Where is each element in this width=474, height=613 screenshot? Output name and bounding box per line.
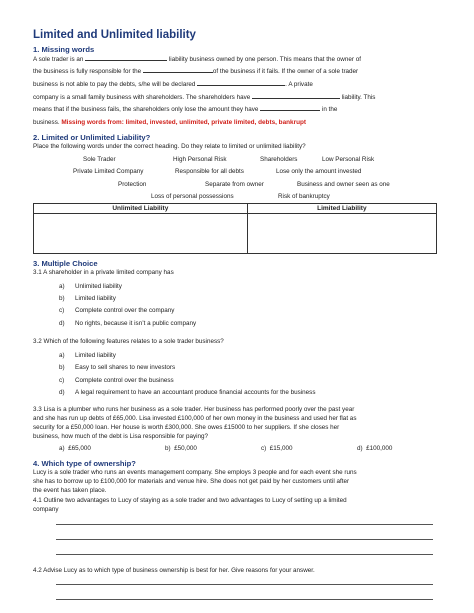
unlimited-drop-cell[interactable] xyxy=(34,214,248,254)
answer-line-4-2[interactable] xyxy=(56,584,433,585)
scenario-line: Lucy is a sole trader who runs an events management company. She employs 3 people and for each event she runs xyxy=(33,469,357,476)
q3-option-a[interactable]: a) £65,000 xyxy=(59,445,91,452)
s1-line-4: company is a small family business with shareholders. The shareholders have liability. This xyxy=(33,94,376,101)
question-3-3-line: 3.3 Lisa is a plumber who runs her business as a sole trader. Her business has performed poorly over the past year xyxy=(33,406,355,413)
limited-drop-cell[interactable] xyxy=(247,214,436,254)
section-2-heading: 2. Limited or Unlimited Liability? xyxy=(33,133,151,142)
q3-option-c[interactable]: c) £15,000 xyxy=(261,445,293,452)
question-4-1-line: 4.1 Outline two advantages to Lucy of staying as a sole trader and two advantages to Lucy of setting up a limited xyxy=(33,497,347,504)
col-limited-liability: Limited Liability xyxy=(247,204,436,214)
blank-4[interactable] xyxy=(252,98,340,99)
section-3-heading: 3. Multiple Choice xyxy=(33,259,98,268)
question-3-3-line: security for a £50,000 loan. Her house is worth £300,000. She owes £15000 to her suppliers. If she closes her xyxy=(33,424,340,431)
missing-words: Missing words from: limited, invested, unlimited, private limited, debts, bankrupt xyxy=(61,119,307,126)
page-title: Limited and Unlimited liability xyxy=(33,29,196,41)
word-high-personal-risk[interactable]: High Personal Risk xyxy=(173,156,227,163)
word-separate-from-owner[interactable]: Separate from owner xyxy=(205,181,264,188)
word-business-owner-seen-as-one[interactable]: Business and owner seen as one xyxy=(297,181,390,188)
scenario-line: she has to borrow up to £100,000 for materials and venue hire. She does not get paid by her customers until after xyxy=(33,478,350,485)
word-risk-of-bankruptcy[interactable]: Risk of bankruptcy xyxy=(278,193,330,200)
s1-line-6: business. Missing words from: limited, invested, unlimited, private limited, debts, bankrupt xyxy=(33,119,307,126)
col-unlimited-liability: Unlimited Liability xyxy=(34,204,248,214)
word-low-personal-risk[interactable]: Low Personal Risk xyxy=(322,156,375,163)
answer-line-4-1[interactable] xyxy=(56,554,433,555)
q3-option-b[interactable]: b) £50,000 xyxy=(165,445,197,452)
s1-line-5: means that if the business fails, the shareholders only lose the amount they have in the xyxy=(33,106,338,113)
liability-sort-table xyxy=(33,203,437,254)
s1-line-1: A sole trader is an liability business owned by one person. This means that the owner of xyxy=(33,56,361,63)
word-loss-of-personal-possessions[interactable]: Loss of personal possessions xyxy=(151,193,234,200)
section-1-heading: 1. Missing words xyxy=(33,45,95,54)
answer-line-4-1[interactable] xyxy=(56,539,433,540)
q3-option-d[interactable]: d) £100,000 xyxy=(357,445,393,452)
s1-line-2: the business is fully responsible for the of the business if it fails. If the owner of a sole trader xyxy=(33,68,359,75)
word-private-limited-company[interactable]: Private Limited Company xyxy=(73,168,144,175)
scenario-line: the event has taken place. xyxy=(33,487,107,494)
worksheet-page: Limited and Unlimited liability 1. Missing words A sole trader is an liability business owned by one person. This means that the owner of the business is fully responsible for the of the business if it fails. If the owner of a sole trader business is not able to pay the debts, s/he will be declared . A private company is a small family business with shareholders. The shareholders have liability. This means that if the business fails, the shareholders only lose the amount they have in the business. Missing words from: limited, invested, unlimited, private limited, debts, bankrupt 2. Limited or Unlimited Liability? Place the following words under the correct heading. Do they relate to limited or unlimited liability? Sole Trader High Personal Risk Shareholders Low Personal Risk Private Limited Company Responsible for all debts Lose only the amount invested Protection Separate from owner Business and owner seen as one Loss of personal possessions Risk of bankruptcy Unlimited Liability Limited Liability 3. Multiple Choice 3.1 A shareholder in a private limited company has a) Unlimited liability b) Limited liability c) Complete control over the company d) No rights, because it isn’t a public company 3.2 Which of the following features relates to a sole trader business? a) Limited liability b) Easy to sell shares to new investors c) Complete control over the business d) A legal requirement to have an accountant produce financial accounts for the business 3.3 Lisa is a plumber who runs her business as a sole trader. Her business has performed poorly over the past year and she has run up debts of £65,000. Lisa invested £100,000 of her own money in the business and used her flat as security for a £50,000 loan. Her house is worth £300,000. She owes £15000 to her suppliers. If she closes her business, how much of the debt is Lisa responsible for paying? a) £65,000 b) £50,000 c) £15,000 d) £100,000 4. Which type of ownership? Lucy is a sole trader who runs an events management company. She employs 3 people and for each event she runs she has to borrow up to £100,000 for materials and venue hire. She does not get paid by her customers until after the event has taken place. 4.1 Outline two advantages to Lucy of staying as a sole trader and two advantages to Lucy of setting up a limited company 4.2 Advise Lucy as to which type of business ownership is best for her. Give reasons for your answer. xyxy=(0,0,474,613)
blank-2[interactable] xyxy=(143,72,213,73)
s2-intro: Place the following words under the correct heading. Do they relate to limited or unlimited liability? xyxy=(33,143,306,150)
s1-line-3: business is not able to pay the debts, s/he will be declared . A private xyxy=(33,81,313,88)
word-lose-only-amount-invested[interactable]: Lose only the amount invested xyxy=(276,168,362,175)
question-4-2: 4.2 Advise Lucy as to which type of business ownership is best for her. Give reasons for your answer. xyxy=(33,567,315,574)
blank-3[interactable] xyxy=(197,85,285,86)
blank-5[interactable] xyxy=(260,110,320,111)
question-3-3-line: and she has run up debts of £65,000. Lisa invested £100,000 of her own money in the business and used her flat as xyxy=(33,415,357,422)
question-3-3-line: business, how much of the debt is Lisa responsible for paying? xyxy=(33,433,209,440)
answer-line-4-2[interactable] xyxy=(56,599,433,600)
blank-1[interactable] xyxy=(85,60,167,61)
question-4-1-line: company xyxy=(33,506,59,513)
word-sole-trader[interactable]: Sole Trader xyxy=(83,156,116,163)
question-3-2: 3.2 Which of the following features relates to a sole trader business? xyxy=(33,338,224,345)
word-responsible-for-all-debts[interactable]: Responsible for all debts xyxy=(175,168,244,175)
answer-line-4-1[interactable] xyxy=(56,524,433,525)
word-protection[interactable]: Protection xyxy=(118,181,147,188)
section-4-heading: 4. Which type of ownership? xyxy=(33,459,136,468)
word-shareholders[interactable]: Shareholders xyxy=(260,156,298,163)
question-3-1: 3.1 A shareholder in a private limited company has xyxy=(33,269,174,276)
